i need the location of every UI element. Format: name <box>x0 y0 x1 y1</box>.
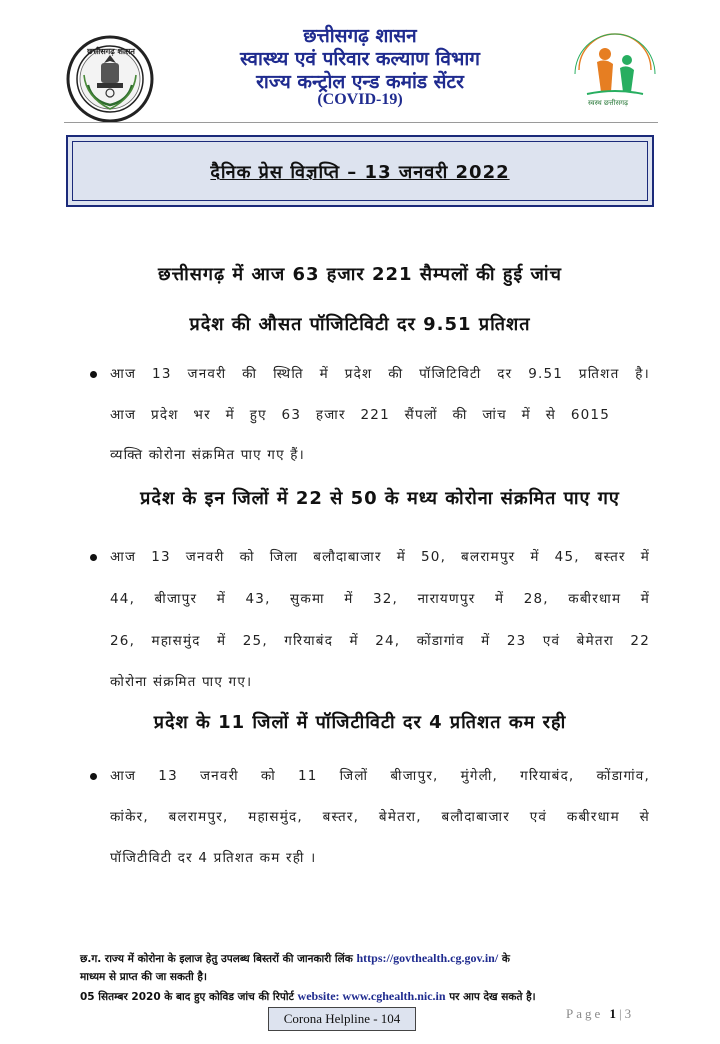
cghealth-link[interactable]: website: www.cghealth.nic.in <box>297 989 446 1003</box>
corona-helpline-box: Corona Helpline - 104 <box>268 1007 416 1031</box>
headline-samples: छत्तीसगढ़ में आज 63 हजार 221 सैम्पलों की हुई जांच <box>158 264 562 285</box>
header-department: स्वास्थ्य एवं परिवार कल्याण विभाग <box>240 48 480 70</box>
logo-tagline: स्वस्थ छत्तीसगढ़ <box>588 99 629 107</box>
heading-low-positivity: प्रदेश के 11 जिलों में पॉजिटीविटी दर 4 प्रतिशत कम रही <box>153 712 567 733</box>
footer-beds-info-cont: माध्यम से प्राप्त की जा सकती है। <box>80 971 207 983</box>
headline-positivity: प्रदेश की औसत पॉजिटिविटी दर 9.51 प्रतिशत <box>189 314 531 335</box>
govthealth-link[interactable]: https://govthealth.cg.gov.in/ <box>356 951 499 965</box>
bullet-icon <box>90 371 97 378</box>
footer-beds-info: छ.ग. राज्य में कोरोना के इलाज हेतु उपलब्ध बिस्तरों की जानकारी लिंक https://govthealth.cg.gov.in/ के <box>80 951 510 965</box>
header-government: छत्तीसगढ़ शासन <box>303 25 417 47</box>
header-covid: (COVID-19) <box>317 91 403 108</box>
press-release-title: दैनिक प्रेस विज्ञप्ति – 13 जनवरी 2022 <box>210 162 510 183</box>
header-divider <box>64 122 658 123</box>
emblem-caption: छत्तीसगढ़ शासन <box>87 47 135 56</box>
footer-report-info: 05 सितम्बर 2020 के बाद हुए कोविड जांच की रिपोर्ट website: www.cghealth.nic.in पर आप देख सकते है। <box>80 989 536 1003</box>
page-number: Page 1|3 <box>566 1006 635 1021</box>
title-box <box>66 135 654 207</box>
header-control-center: राज्य कन्ट्रोल एन्ड कमांड सेंटर <box>256 71 464 93</box>
heading-districts-22-50: प्रदेश के इन जिलों में 22 से 50 के मध्य कोरोना संक्रमित पाए गए <box>140 488 620 509</box>
bullet-icon <box>90 554 97 561</box>
bullet-icon <box>90 773 97 780</box>
press-release-page: छत्तीसगढ़ शासन छत्तीसगढ़ शासन स्वास्थ्य एवं परिवार कल्याण विभाग राज्य कन्ट्रोल एन्ड कमांड सेंटर (COVID-19) स्वस्थ छत्तीसगढ़ दैनिक प्रेस विज्ञप्ति – 13 जनवरी 2022 छत्तीसगढ़ में आज 63 हजार 221 सैम्पलों की हुई जांच प्रदेश की औसत पॉजिटिविटी दर 9.51 प्रतिशत आज 13 जनवरी की स्थिति में प्रदेश की पॉजिटिविटी दर 9.51 प्रतिशत है। आज प्रदेश भर में हुए 63 हजार 221 सैंपलों की जांच में से 6015 व्यक्ति कोरोना संक्रमित पाए गए हैं। प्रदेश के इन जिलों में 22 से 50 के मध्य कोरोना संक्रमित पाए गए आज 13 जनवरी को जिला बलौदाबाजार में 50, बलरामपुर में 45, बस्तर में 44, बीजापुर में 43, सुकमा में 32, नारायणपुर में 28, कबीरधाम में 26, महासमुंद में 25, गरियाबंद में 24, कोंडागांव में 23 एवं बेमेतरा 22 कोरोना संक्रमित पाए गए। प्रदेश के 11 जिलों में पॉजिटीविटी दर 4 प्रतिशत कम रही आज 13 जनवरी को 11 जिलों बीजापुर, मुंगेली, गरियाबंद, कोंडागांव, कांकेर, बलरामपुर, महासमुंद, बस्तर, बेमेतरा, बलौदाबाजार एवं कबीरधाम से पॉजिटीविटी दर 4 प्रतिशत कम रही । छ.ग. राज्य में कोरोना के इलाज हेतु उपलब्ध बिस्तरों की जानकारी लिंक https://govthealth.cg.gov.in/ के माध्यम से प्राप्त की जा सकती है। 05 सितम्बर 2020 के बाद हुए कोविड जांच की रिपोर्ट website: www.cghealth.nic.in पर आप देख सकते है। Corona Helpline - 104 Page 1|3 <box>0 0 720 1044</box>
